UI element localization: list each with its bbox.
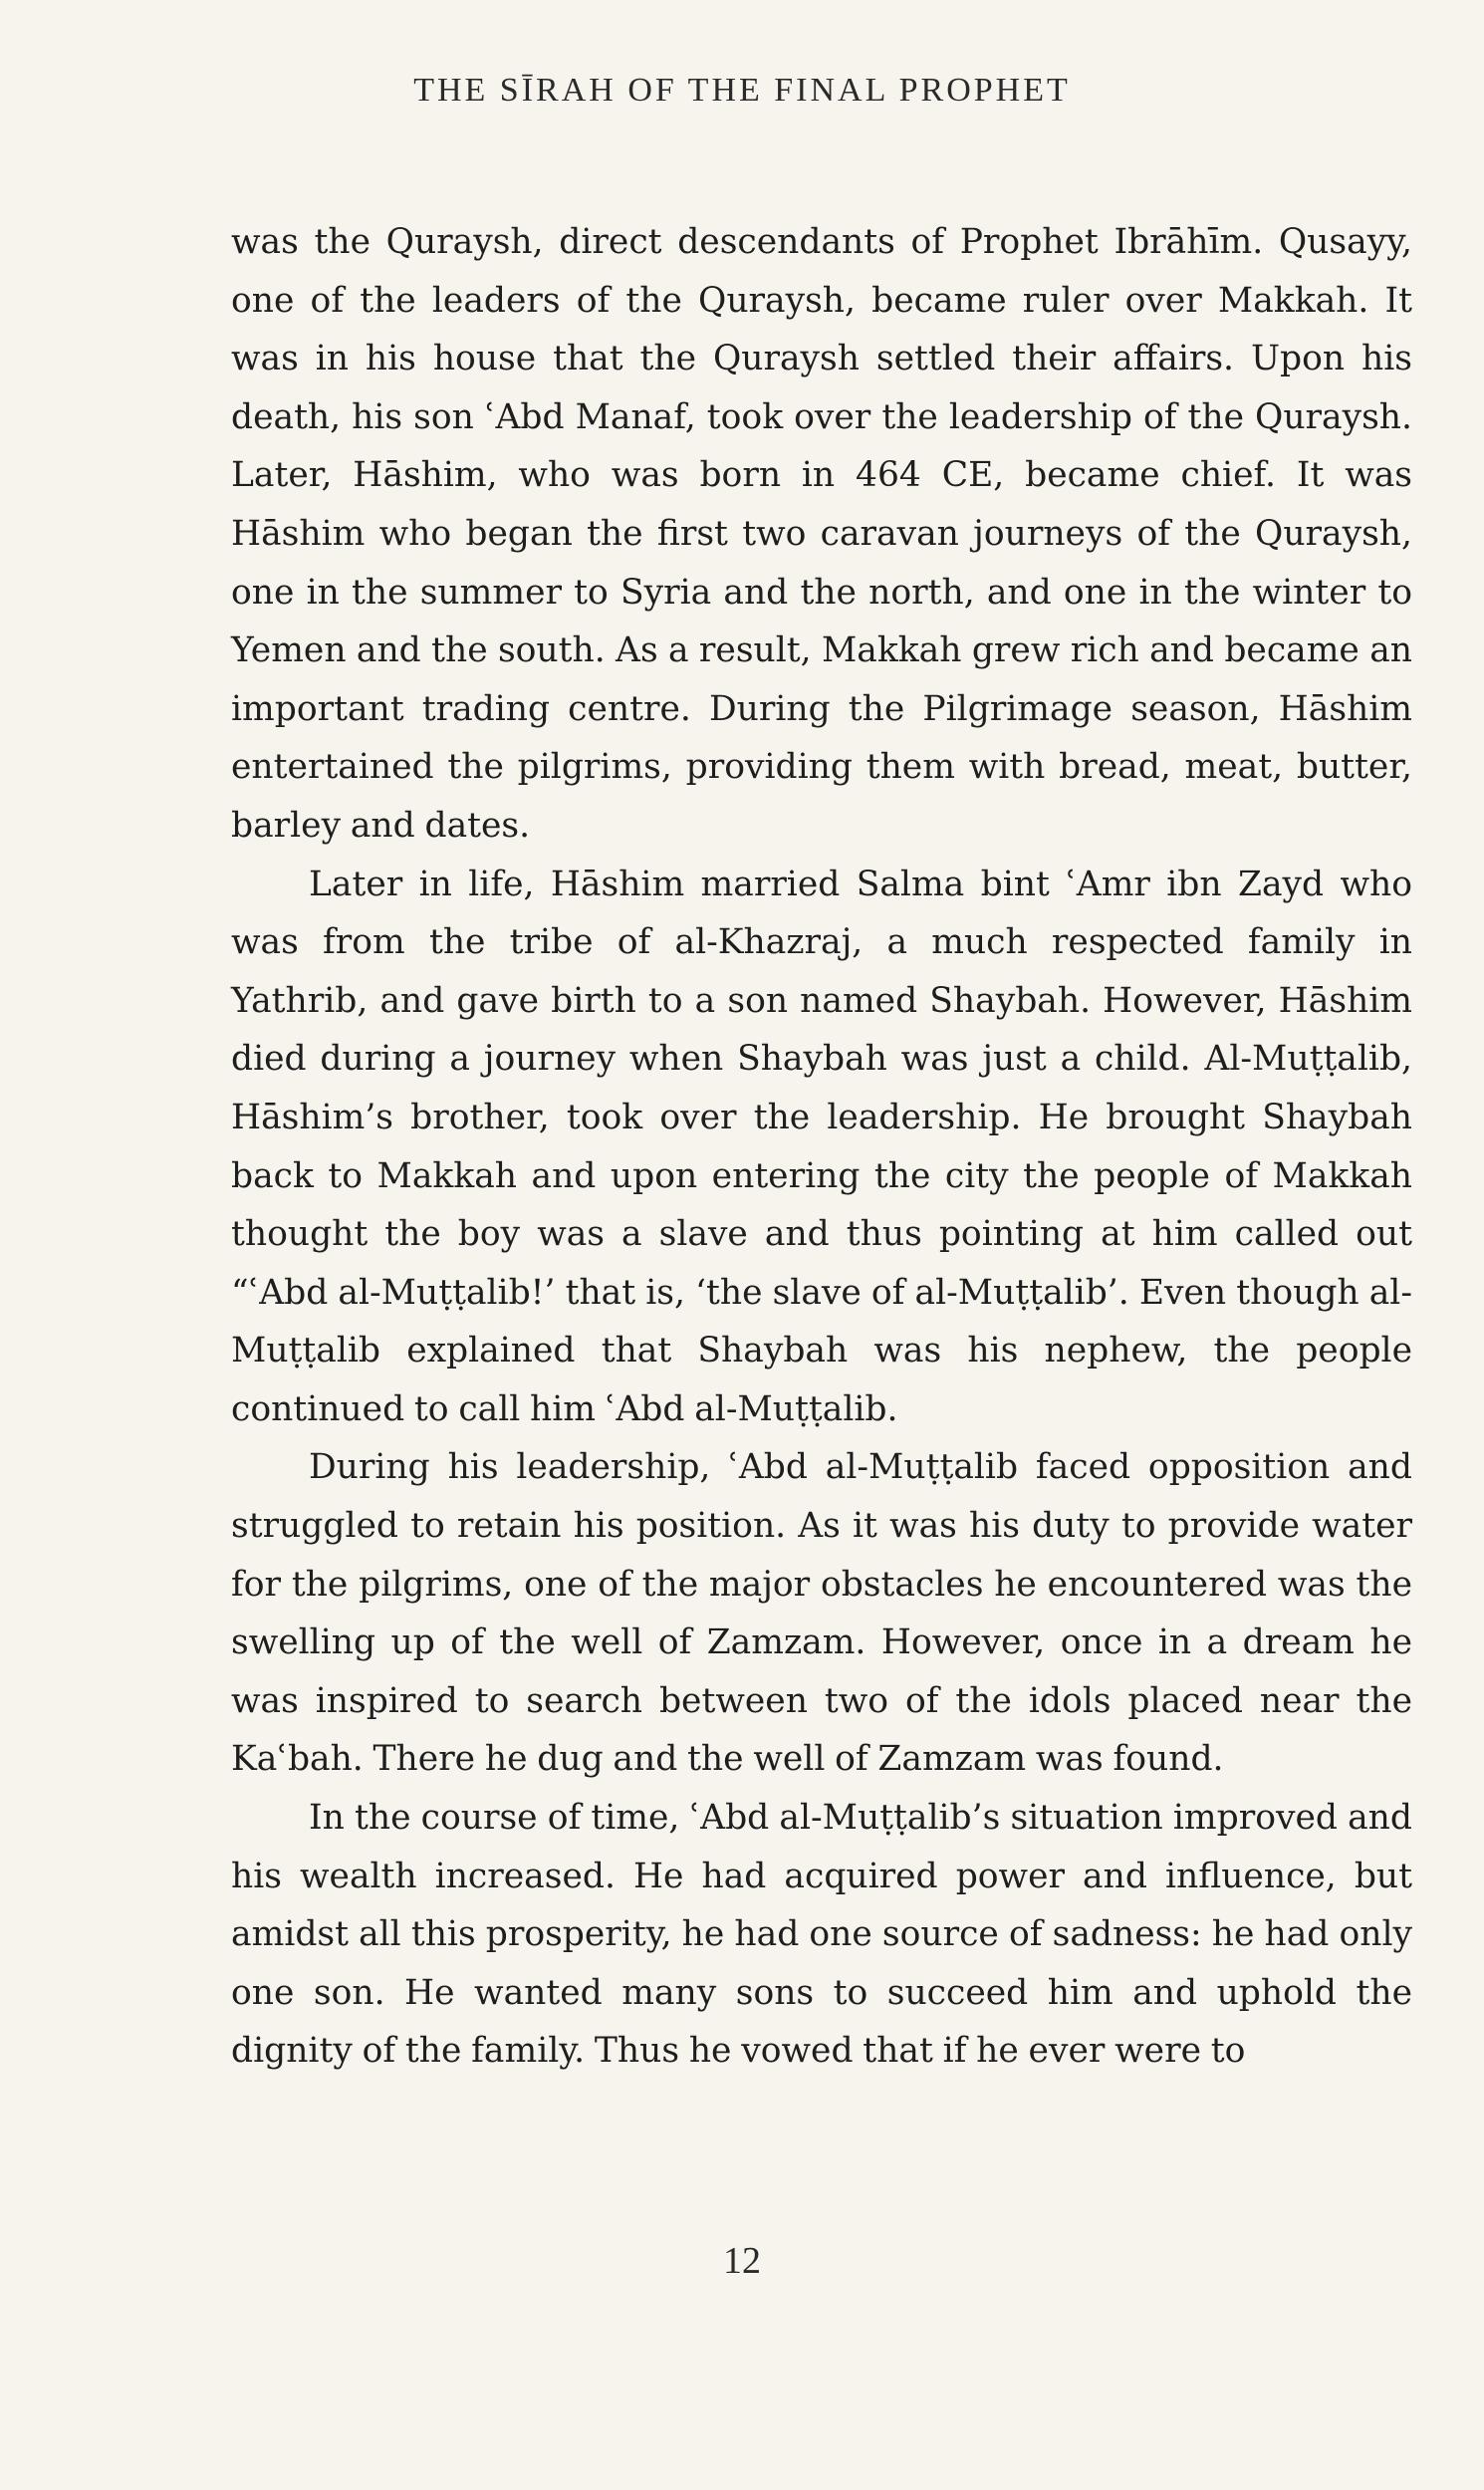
- paragraph: Later in life, Hāshim married Salma bint ʿAmr ibn Zayd who was from the tribe of al-Khazraj, a much respected family in Yathrib, and gave birth to a son named Shaybah. However, Hāshim died during a journey when Shaybah was just a child. Al-Muṭṭalib, Hāshim’s brother, took over the leadership. He brought Shaybah back to Makkah and upon entering the city the people of Makkah thought the boy was a slave and thus pointing at him called out “ʿAbd al-Muṭṭalib!’ that is, ‘the slave of al-Muṭṭalib’. Even though al-Muṭṭalib explained that Shaybah was his nephew, the people continued to call him ʿAbd al-Muṭṭalib.: [231, 864, 1412, 1429]
- paragraph: In the course of time, ʿAbd al-Muṭṭalib’s situation improved and his wealth increased. He had acquired power and influence, but amidst all this prosperity, he had one source of sadness: he had only one son. He wanted many sons to succeed him and uphold the dignity of the family. Thus he vowed that if he ever were to: [231, 1798, 1412, 2072]
- body-text: [231, 213, 1412, 2081]
- running-head: THE SĪRAH OF THE FINAL PROPHET: [413, 72, 1071, 109]
- paragraph: was the Quraysh, direct descendants of Prophet Ibrāhīm. Qusayy, one of the leaders of the Quraysh, became ruler over Makkah. It was in his house that the Quraysh settled their affairs. Upon his death, his son ʿAbd Manaf, took over the leadership of the Quraysh. Later, Hāshim, who was born in 464 CE, became chief. It was Hāshim who began the first two caravan journeys of the Quraysh, one in the summer to Syria and the north, and one in the winter to Yemen and the south. As a result, Makkah grew rich and became an important trading centre. During the Pilgrimage season, Hāshim entertained the pilgrims, providing them with bread, meat, butter, barley and dates.: [231, 222, 1412, 846]
- page-number: 12: [723, 2240, 761, 2282]
- paragraph: During his leadership, ʿAbd al-Muṭṭalib faced opposition and struggled to retain his position. As it was his duty to provide water for the pilgrims, one of the major obstacles he encountered was the swelling up of the well of Zamzam. However, once in a dream he was inspired to search between two of the idols placed near the Kaʿbah. There he dug and the well of Zamzam was found.: [231, 1447, 1412, 1780]
